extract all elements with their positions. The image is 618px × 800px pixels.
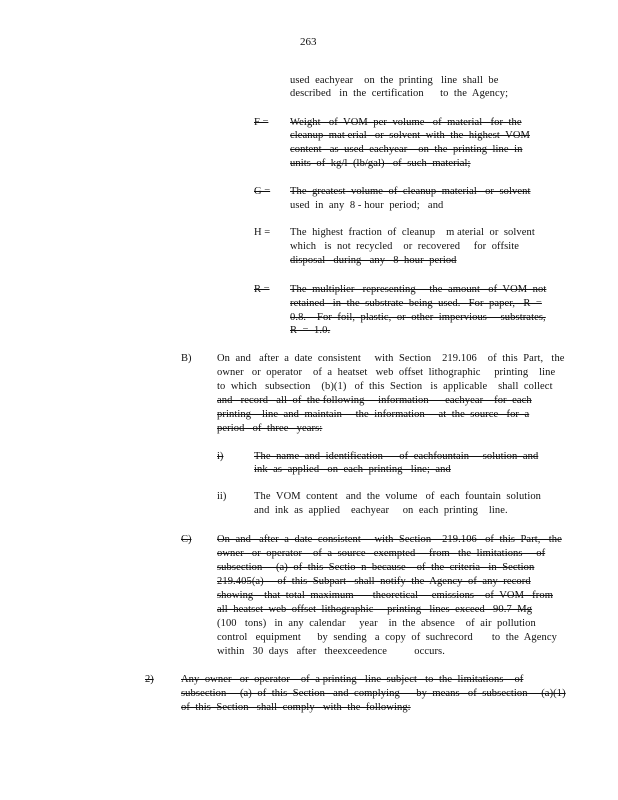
section-b-label: B) (181, 353, 192, 364)
def-f-label: F = (254, 117, 269, 128)
section-c-line: subsection (a) of this Sectio n because of the criteria in Section (217, 562, 535, 573)
section-c-line: 219.405(a) of this Subpart shall notify the Agency of any record (217, 576, 531, 587)
intro-line: used eachyear on the printing line shall be (290, 75, 499, 86)
intro-line: described in the certification to the Agency; (290, 88, 509, 99)
section-2-label: 2) (145, 674, 154, 685)
section-b-item-ii-line: and ink as applied eachyear on each printing line. (254, 505, 508, 516)
section-b-item-i-label: i) (217, 451, 224, 462)
section-c-line: showing that total maximum theoretical emissions of VOM from (217, 590, 553, 601)
def-f-line: cleanup mat erial or solvent with the highest VOM (290, 130, 530, 141)
section-c-line: (100 tons) in any calendar year in the absence of air pollution (217, 618, 536, 629)
def-r-line: 0.8. For foil, plastic, or other impervious substrates, (290, 312, 546, 323)
def-g-label: G = (254, 186, 271, 197)
section-b-item-ii-label: ii) (217, 491, 227, 502)
section-b-line: period of three years: (217, 423, 323, 434)
def-g-line: The greatest volume of cleanup material or solvent (290, 186, 531, 197)
section-c-label: C) (181, 534, 192, 545)
section-b-item-i-line: The name and identification of eachfountain solution and (254, 451, 539, 462)
def-f-line: Weight of VOM per volume of material for the (290, 117, 522, 128)
section-2-line: of this Section shall comply with the following: (181, 702, 411, 713)
def-h-line: disposal during any 8 hour period (290, 255, 457, 266)
def-h-label: H = (254, 227, 271, 238)
section-b-line: On and after a date consistent with Section 219.106 of this Part, the (217, 353, 565, 364)
section-b-item-ii-line: The VOM content and the volume of each fountain solution (254, 491, 542, 502)
section-b-line: to which subsection (b)(1) of this Section is applicable shall collect (217, 381, 553, 392)
section-c-line: control equipment by sending a copy of suchrecord to the Agency (217, 632, 557, 643)
def-r-label: R = (254, 284, 270, 295)
def-r-line: retained in the substrate being used. For paper, R = (290, 298, 542, 309)
section-b-line: and record all of the following information eachyear for each (217, 395, 532, 406)
section-c-line: within 30 days after theexceedence occurs. (217, 646, 445, 657)
def-h-line: The highest fraction of cleanup m aterial or solvent (290, 227, 535, 238)
section-c-line: all heatset web offset lithographic printing lines exceed 90.7 Mg (217, 604, 533, 615)
def-r-line: The multiplier representing the amount of VOM not (290, 284, 547, 295)
section-c-line: owner or operator of a source exempted from the limitations of (217, 548, 546, 559)
def-h-line: which is not recycled or recovered for offsite (290, 241, 520, 252)
section-2-line: Any owner or operator of a printing line subject to the limitations of (181, 674, 524, 685)
def-f-line: content as used eachyear on the printing line in (290, 144, 523, 155)
section-b-item-i-line: ink as applied on each printing line; and (254, 464, 451, 475)
section-c-line: On and after a date consistent with Section 219.106 of this Part, the (217, 534, 562, 545)
def-g-line: used in any 8 - hour period; and (290, 200, 444, 211)
page-number: 263 (300, 36, 317, 48)
def-r-line: R = 1.0. (290, 325, 331, 336)
section-2-line: subsection (a) of this Section and complying by means of subsection (a)(1) (181, 688, 566, 699)
def-f-line: units of kg/l (lb/gal) of such material; (290, 158, 471, 169)
section-b-line: printing line and maintain the information at the source for a (217, 409, 530, 420)
section-b-line: owner or operator of a heatset web offset lithographic printing line (217, 367, 556, 378)
